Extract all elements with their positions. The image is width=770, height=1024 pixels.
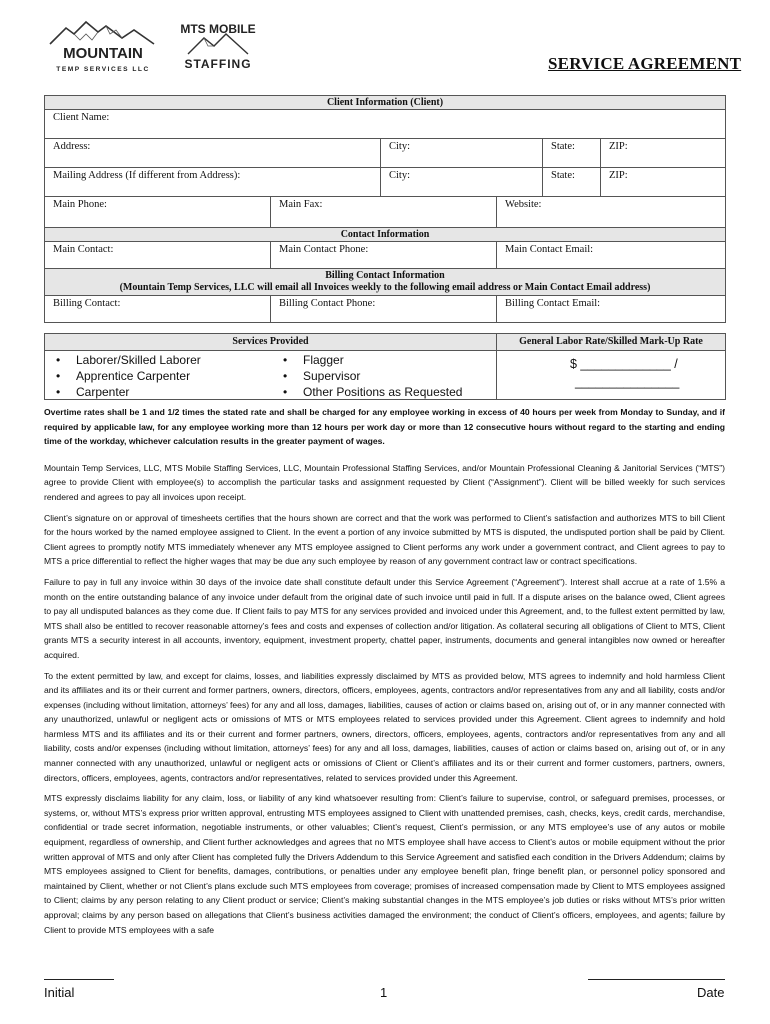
mailing-zip-field[interactable]	[601, 168, 726, 197]
main-contact-phone-field[interactable]	[271, 242, 497, 269]
rate-secondary-line[interactable]: _______________	[575, 375, 680, 389]
main-phone-field[interactable]	[45, 197, 271, 228]
services-section	[44, 333, 725, 400]
initial-label: Initial	[44, 985, 75, 1000]
website-label: Website:	[505, 199, 542, 210]
zip-label: ZIP:	[609, 141, 628, 152]
service-item: • Supervisor	[303, 369, 360, 383]
service-item: • Laborer/Skilled Laborer	[76, 353, 201, 367]
mailing-city-field[interactable]	[381, 168, 543, 197]
service-item: • Other Positions as Requested	[303, 385, 462, 399]
rate-header: General Labor Rate/Skilled Mark-Up Rate	[497, 334, 726, 351]
main-contact-email-field[interactable]	[497, 242, 726, 269]
billing-contact-phone-field[interactable]	[271, 296, 497, 323]
main-contact-label: Main Contact:	[53, 244, 114, 255]
logo1-sub: TEMP SERVICES LLC	[56, 66, 150, 73]
mts-mobile-logo	[174, 20, 264, 74]
main-fax-field[interactable]	[271, 197, 497, 228]
logo1-text: MOUNTAIN	[63, 45, 143, 62]
client-name-label: Client Name:	[53, 112, 110, 123]
state-field[interactable]	[543, 139, 601, 168]
mountain-logo-icon	[44, 18, 162, 76]
billing-header-note: (Mountain Temp Services, LLC will email all Invoices weekly to the following email address or Main Contact Email address)	[119, 282, 651, 293]
terms-paragraph-3: Failure to pay in full any invoice within 30 days of the invoice date shall constitute default under this Service Agreement (“Agreement”). Interest shall accrue at a rate of 1.5% a month on the entire outstanding balance of any invoice under default from the original date of such invoice until paid in full. If a dispute arises on the balance owed, Client agrees to pay all undisputed balances as they come due. If Client fails to pay MTS for any services provided and invoiced under this Agreement, and, to the fullest extent permitted by law, MTS shall also be entitled to recover reasonable attorney’s fees and costs and expenses of collection and/or litigation. As collateral securing all obligations of Client to MTS, Client grants MTS a security interest in all accounts, inventory, equipment, investment property, chattel paper, instruments, documents and general intangibles now owned or hereafter acquired.	[44, 576, 725, 660]
main-fax-label: Main Fax:	[279, 199, 323, 210]
client-information-form	[44, 95, 725, 323]
initial-line[interactable]	[44, 979, 114, 980]
rate-amount-line[interactable]: $ _____________ /	[570, 357, 678, 371]
client-info-header: Client Information (Client)	[45, 96, 726, 110]
mailing-state-field[interactable]	[543, 168, 601, 197]
client-name-field[interactable]	[45, 110, 726, 139]
billing-contact-email-label: Billing Contact Email:	[505, 298, 601, 309]
terms-paragraph-5: MTS expressly disclaims liability for any claim, loss, or liability of any kind whatsoever resulting from: Client’s failure to supervise, control, or safeguard premises, processes, or systems, or, without MTS’s express prior written approval, entrusting MTS employees assigned to Client with unattended premises, cash, checks, keys, credit cards, merchandise, confidential or trade secret information, negotiable instruments, or other valuables; Client’s request, Client’s permission, or any MTS employee’s use of any autos or mobile equipment, regardless of ownership, and Client further acknowledges and agrees that no MTS employee shall have access to Client’s autos or mobile equipment without the prior written approval of MTS and only after Client has completed fully the Drivers Addendum to this Service Agreement and satisfied each condition in the Drivers Addendum; claims by MTS employees assigned to Client for benefits, damages, contributions, or penalties under any employee benefit plan, fringe benefit plan, or personnel policy sponsored and maintained by Client, whether or not Client’s plans exclude such MTS employees from coverage; promises of increased compensation made by Client to MTS employees assigned to Client; claims by any person relating to any Client product or service; Client’s making substantial changes in the MTS employee’s job duties or risks without MTS’s prior written approval; claims by any person based on allegations that Client’s business activities damaged the environment; the conduct of Client’s officers, employees, and agents; failure by Client to provide MTS employees with a safe	[44, 793, 725, 935]
main-contact-phone-label: Main Contact Phone:	[279, 244, 369, 255]
page-number: 1	[380, 985, 388, 1000]
document-title: SERVICE AGREEMENT	[548, 54, 742, 73]
terms-paragraph-4: To the extent permitted by law, and except for claims, losses, and liabilities expressly disclaimed by MTS as provided below, MTS agrees to indemnify and hold harmless Client and its affiliates and its or their current and former partners, owners, directors, officers, employees, agents, contractors and/or representatives from any and all liability, costs and/or expenses (including without limitation, attorneys’ fees) for any and all loss, damages, liabilities, causes of action or claims based on, arising out of, or in any manner connected with any unauthorized, unlawful or negligent acts or omissions of MTS or MTS employees related to services provided under this Agreement. Client agrees to indemnify and hold harmless MTS and its affiliates and its or their current and former partners, owners, directors, officers, employees, agents, contractors and/or representatives from any and all liability, costs and/or expenses (including without limitation, attorneys’ fees) for any and all loss, damages, liabilities, causes of action or claims based on, arising out of, or in any manner connected with any unauthorized, unlawful or negligent acts or omissions of Client or Client’s affiliates and its or their current and former customers, partners, owners, directors, officers, employees, agents, contractors and/or representatives, related to services provided under this Agreement.	[44, 670, 725, 783]
services-provided-header: Services Provided	[45, 334, 497, 351]
rate-cell[interactable]	[497, 351, 726, 400]
services-table	[44, 333, 726, 400]
mailing-address-label: Mailing Address (If different from Address):	[53, 170, 241, 181]
mailing-address-field[interactable]	[45, 168, 381, 197]
zip-field[interactable]	[601, 139, 726, 168]
main-phone-label: Main Phone:	[53, 199, 107, 210]
agreement-terms	[44, 405, 725, 943]
billing-contact-field[interactable]	[45, 296, 271, 323]
contact-info-header: Contact Information	[45, 228, 726, 242]
terms-paragraph-2: Client’s signature on or approval of timesheets certifies that the hours shown are correct and that the work was performed to Client’s satisfaction and authorizes MTS to bill Client for the hours worked by the named employee assigned to Client. In the event a portion of any invoice submitted by MTS is disputed, the undisputed portion shall be paid by Client. Client agrees to promptly notify MTS immediately whenever any MTS employee assigned to Client performs any work under a government contract, and Client agrees to pay to MTS a price differential to reflect the higher wages that may be due any such employee by reason of any government contract law or contract specifications.	[44, 512, 725, 567]
logo2-top: MTS MOBILE	[180, 22, 256, 36]
billing-info-header	[45, 269, 726, 296]
state-label: State:	[551, 141, 575, 152]
overtime-paragraph: Overtime rates shall be 1 and 1/2 times the stated rate and shall be charged for any employee working in excess of 40 hours per week from Monday to Sunday, and if required by applicable law, for any employee working more than 12 hours per work day or more than 12 consecutive hours without regard to the starting and ending time of the workday, whichever calculation results in the greater payment of wages.	[44, 407, 725, 447]
billing-contact-label: Billing Contact:	[53, 298, 121, 309]
main-contact-field[interactable]	[45, 242, 271, 269]
address-label: Address:	[53, 141, 91, 152]
mountain-temp-logo	[44, 18, 162, 76]
address-field[interactable]	[45, 139, 381, 168]
service-item: • Flagger	[303, 353, 344, 367]
date-line[interactable]	[588, 979, 725, 980]
website-field[interactable]	[497, 197, 726, 228]
terms-paragraph-1: Mountain Temp Services, LLC, MTS Mobile Staffing Services, LLC, Mountain Professional Staffing Services, and/or Mountain Professional Cleaning & Janitorial Services (“MTS”) agree to provide Client with employee(s) to accomplish the particular tasks and assignment requested by Client (“Assignment”). Client will be billed weekly for such services rendered and agrees to pay all invoices upon receipt.	[44, 462, 725, 502]
city-label: City:	[389, 141, 411, 152]
billing-header-title: Billing Contact Information	[325, 270, 445, 281]
mts-mobile-logo-icon	[174, 20, 264, 74]
main-contact-email-label: Main Contact Email:	[505, 244, 594, 255]
mailing-zip-label: ZIP:	[609, 170, 628, 181]
billing-contact-phone-label: Billing Contact Phone:	[279, 298, 376, 309]
date-label: Date	[697, 985, 725, 1000]
logo2-bottom: STAFFING	[184, 57, 252, 71]
mailing-state-label: State:	[551, 170, 575, 181]
client-info-table	[44, 95, 726, 197]
service-item: • Carpenter	[76, 385, 129, 399]
city-field[interactable]	[381, 139, 543, 168]
service-item: • Apprentice Carpenter	[76, 369, 190, 383]
mailing-city-label: City:	[389, 170, 411, 181]
billing-contact-email-field[interactable]	[497, 296, 726, 323]
services-list	[45, 351, 497, 400]
phone-table	[44, 196, 726, 323]
